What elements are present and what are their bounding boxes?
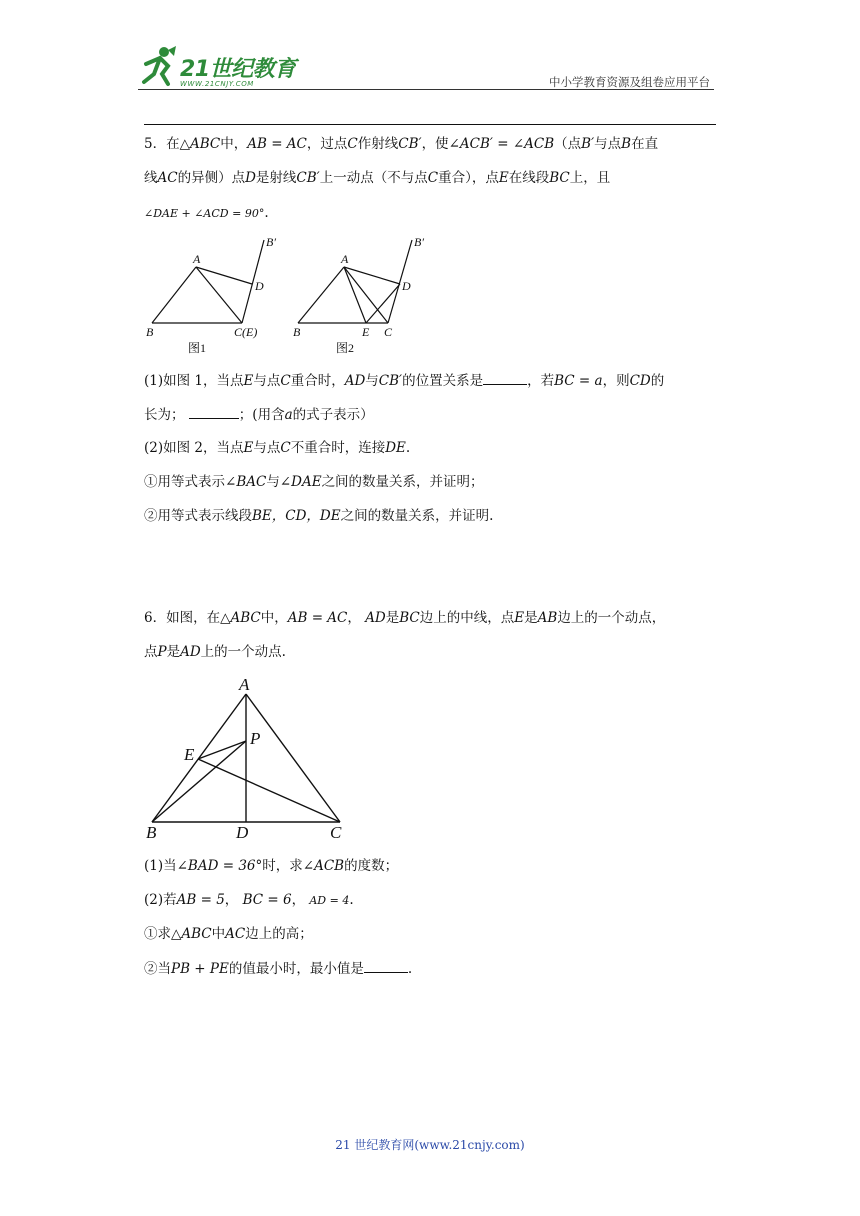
q5-sub2: (2)如图 2，当点E与点C不重合时，连接DE. <box>144 440 411 456</box>
logo-text: 21世纪教育 <box>180 57 296 82</box>
figure-2 <box>298 240 412 323</box>
q6-sub1: (1)当∠BAD = 36°时，求∠ACB的度数； <box>144 858 399 874</box>
q6-sub2: (2)若AB = 5， BC = 6， AD = 4. <box>144 892 354 908</box>
fig3-label-B: B <box>146 823 157 842</box>
q6-line1: 6．如图，在△ABC中，AB = AC， AD是BC边上的中线，点E是AB边上的一个动点， <box>144 610 666 626</box>
q5-line3: ∠DAE + ∠ACD = 90°. <box>144 205 269 221</box>
fig3-label-C: C <box>330 823 342 842</box>
fig3-label-P: P <box>250 729 261 748</box>
fig2-label-Bp: B′ <box>414 235 424 249</box>
fig1-label-Bp: B′ <box>266 235 276 249</box>
q5-figures <box>144 232 454 358</box>
logo-url: WWW.21CNJY.COM <box>180 80 254 88</box>
fig2-label-D: D <box>402 279 411 293</box>
answer-blank[interactable] <box>364 958 408 973</box>
content-divider <box>144 124 716 125</box>
header-divider <box>138 89 714 90</box>
answer-blank[interactable] <box>189 404 239 419</box>
fig1-label-B: B <box>146 325 154 339</box>
page-footer[interactable]: 21 世纪教育网(www.21cnjy.com) <box>335 1138 525 1152</box>
fig1-label-C: C(E) <box>234 325 258 339</box>
page-header <box>138 40 714 92</box>
q5-sub2-2: ②用等式表示线段BE，CD，DE之间的数量关系，并证明. <box>144 508 494 524</box>
fig2-label-E: E <box>362 325 370 339</box>
fig3-label-A: A <box>239 675 250 694</box>
runner-logo-icon <box>138 44 178 88</box>
fig1-label-A: A <box>193 252 201 266</box>
q6-sub2-2: ②当PB + PE的值最小时，最小值是 . <box>144 958 716 979</box>
q5-sub2-1: ①用等式表示∠BAC与∠DAE之间的数量关系，并证明； <box>144 474 484 490</box>
fig1-caption: 图1 <box>188 341 207 355</box>
figure-1 <box>152 240 264 323</box>
fig1-label-D: D <box>255 279 264 293</box>
fig2-label-C: C <box>384 325 393 339</box>
q5-line2: 线AC的异侧）点D是射线CB′上一动点（不与点C重合），点E在线段BC上，且 <box>144 170 611 186</box>
fig2-caption: 图2 <box>336 341 355 355</box>
answer-blank[interactable] <box>483 370 527 385</box>
q5-line1: 5．在△ABC中，AB = AC，过点C作射线CB′，使∠ACB′ = ∠ACB（点B′与点B在直 <box>144 136 659 152</box>
q6-figure <box>140 674 360 844</box>
triangle-figure <box>152 694 340 822</box>
q5-sub1-line1: (1)如图 1，当点E与点C重合时，AD与CB′的位置关系是 ，若BC = a，则CD的 <box>144 370 716 391</box>
fig3-label-D: D <box>236 823 249 842</box>
site-logo <box>138 44 318 90</box>
fig3-label-E: E <box>184 745 195 764</box>
fig2-label-B: B <box>293 325 301 339</box>
q5-sub1-line2: 长为； ；(用含a的式子表示） <box>144 404 716 425</box>
q6-sub2-1: ①求△ABC中AC边上的高； <box>144 926 313 942</box>
header-platform-text: 中小学教育资源及组卷应用平台 <box>549 75 710 89</box>
fig2-label-A: A <box>341 252 349 266</box>
q6-line2: 点P是AD上的一个动点. <box>144 644 286 660</box>
